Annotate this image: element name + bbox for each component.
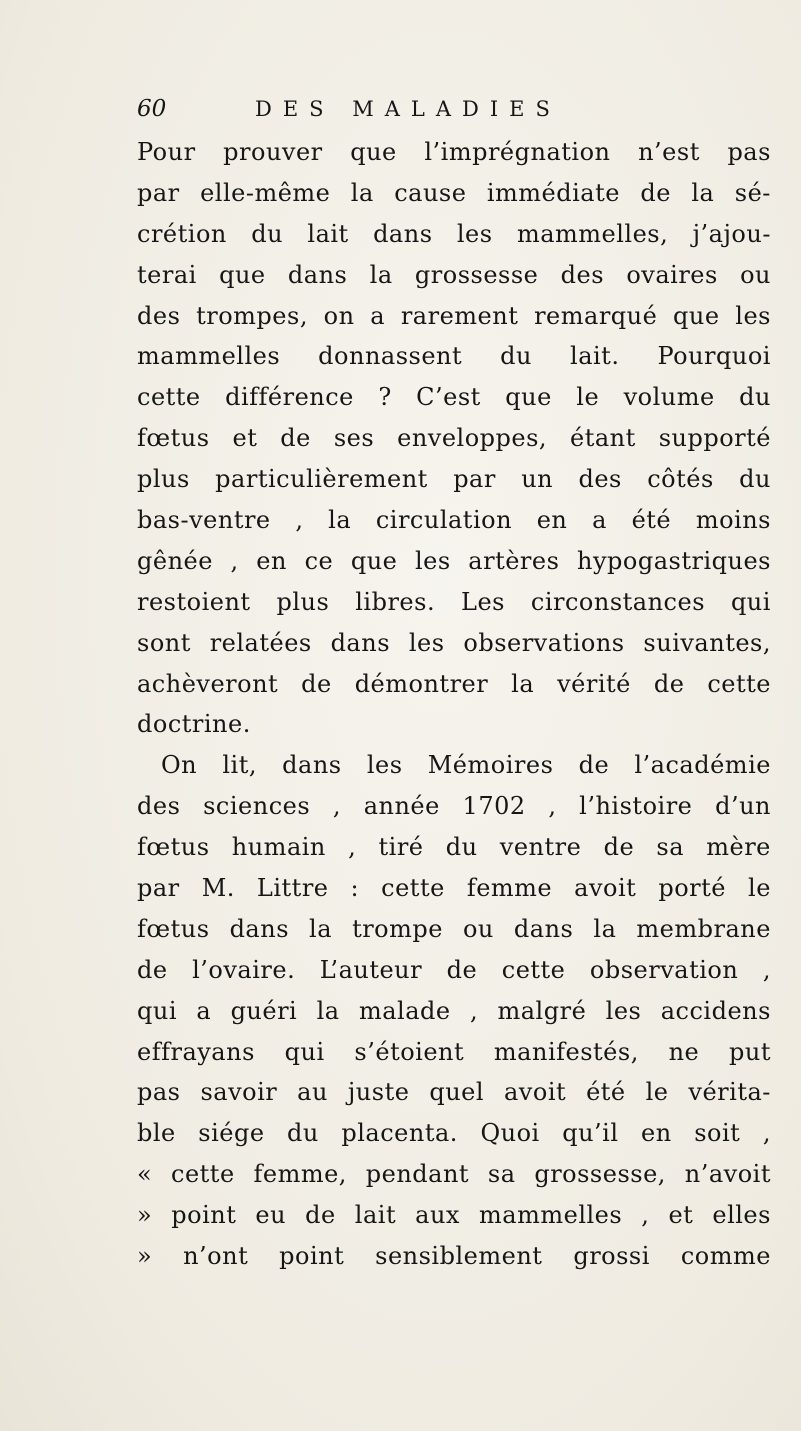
word: la (691, 178, 715, 207)
word: observations (463, 628, 625, 657)
word: ses (333, 424, 375, 453)
word: ovaires (626, 260, 718, 289)
body-text (137, 132, 771, 1277)
word: de (640, 178, 671, 207)
word: , (469, 996, 479, 1025)
word: circonstances (530, 587, 706, 616)
text-line (137, 296, 771, 337)
word: cette (171, 1160, 235, 1189)
word: , (230, 546, 239, 575)
word: la (350, 178, 374, 207)
word: manifestés, (493, 1037, 639, 1066)
word: » (137, 1242, 153, 1271)
word: mammelles, (516, 219, 669, 248)
text-line (137, 1154, 771, 1195)
word: lait. (570, 342, 620, 371)
word: observation (589, 955, 739, 984)
text-line (137, 336, 771, 377)
word: l’histoire (579, 792, 693, 821)
word: a (370, 301, 386, 330)
word: du (500, 342, 532, 371)
word: avoit (574, 874, 637, 903)
word: le (576, 383, 600, 412)
word: ce (304, 546, 334, 575)
word: mère (706, 833, 771, 862)
word: L’auteur (319, 955, 423, 984)
word: : (350, 874, 360, 903)
text-line (137, 623, 771, 664)
word: qui (284, 1037, 325, 1066)
word: que (350, 546, 398, 575)
word: dans (513, 914, 574, 943)
word: n’est (638, 138, 700, 166)
word: point (171, 1201, 237, 1230)
word: des (137, 792, 181, 821)
text-line (137, 745, 771, 786)
word: , (762, 955, 771, 984)
word: les (366, 751, 403, 780)
word: lait (354, 1201, 397, 1230)
word: rarement (400, 301, 519, 330)
word: restoient (137, 587, 251, 616)
word: dans (229, 914, 290, 943)
word: donnassent (318, 342, 463, 371)
word: ? (378, 383, 392, 412)
word: fœtus (137, 914, 210, 943)
word: de (301, 669, 332, 698)
word: plus (137, 465, 190, 494)
text-line (137, 1072, 771, 1113)
text-line (137, 500, 771, 541)
word: que (219, 260, 266, 289)
word: dans (373, 219, 433, 248)
word: artères (468, 546, 560, 575)
word: et (668, 1201, 694, 1230)
word: de (305, 1201, 336, 1230)
word: sé- (734, 178, 771, 207)
word: , (548, 792, 557, 821)
word: libres. (355, 587, 436, 616)
word: put (729, 1037, 771, 1066)
text-line (137, 132, 771, 173)
text-line (137, 827, 771, 868)
word: l’académie (634, 751, 771, 780)
word: a (592, 506, 607, 535)
word: de (280, 424, 311, 453)
text-line (137, 1113, 771, 1154)
word: « (137, 1160, 153, 1189)
word: humain (231, 833, 326, 862)
word: ventre (499, 833, 582, 862)
word: d’un (715, 792, 771, 821)
word: les (408, 628, 445, 657)
text-line (137, 950, 771, 991)
word: les (456, 219, 493, 248)
word: dans (330, 628, 391, 657)
word: du (739, 383, 771, 412)
word: suivantes, (643, 628, 771, 657)
word: On (161, 751, 198, 780)
word: pendant (365, 1160, 470, 1189)
word: en (256, 546, 287, 575)
word: C’est (416, 383, 481, 412)
word: accidens (660, 996, 771, 1025)
word: le (645, 1078, 669, 1107)
word: hypogastriques (577, 546, 771, 575)
word: ou (740, 260, 771, 289)
word: du (445, 833, 478, 862)
word: pas (137, 1078, 181, 1107)
word: que (673, 301, 720, 330)
word: sont (137, 628, 191, 657)
word: terai (137, 260, 197, 289)
word: crétion (137, 219, 227, 248)
word: de (446, 955, 478, 984)
word: dans (282, 751, 342, 780)
word: du (251, 219, 284, 248)
text-line (137, 1032, 771, 1073)
word: supporté (658, 424, 771, 453)
word: quel (429, 1078, 485, 1107)
word: moins (695, 506, 771, 535)
word: tiré (378, 833, 424, 862)
word: vérité (557, 669, 631, 698)
text-line (137, 214, 771, 255)
word: malade (358, 996, 451, 1025)
word: gênée (137, 546, 213, 575)
word: doctrine. (137, 710, 251, 739)
word: vérita- (688, 1078, 771, 1107)
word: trompe (352, 914, 443, 943)
word: porté (658, 874, 726, 903)
word: eu (255, 1201, 287, 1230)
word: Quoi (480, 1119, 540, 1148)
word: comme (680, 1242, 771, 1271)
word: Pour (137, 138, 196, 166)
word: mammelles (137, 342, 281, 371)
word: , (295, 506, 304, 535)
word: sa (656, 833, 685, 862)
word: cette (707, 669, 771, 698)
word: guéri (230, 996, 298, 1025)
word: lait (307, 219, 349, 248)
word: bas-ventre (137, 506, 271, 535)
word: mammelles (479, 1201, 623, 1230)
text-line (137, 664, 771, 705)
word: n’ont (183, 1242, 249, 1271)
running-head (137, 92, 771, 126)
word: juste (347, 1078, 410, 1107)
word: de (578, 751, 610, 780)
text-line (137, 909, 771, 950)
word: sciences (203, 792, 311, 821)
word: des (560, 260, 605, 289)
word: la (593, 914, 617, 943)
word: sa (487, 1160, 516, 1189)
word: été (586, 1078, 626, 1107)
word: différence (225, 383, 354, 412)
text-line (137, 459, 771, 500)
word: Mémoires (427, 751, 554, 780)
word: immédiate (486, 178, 620, 207)
word: la (316, 996, 340, 1025)
word: effrayans (137, 1037, 255, 1066)
word: la (328, 506, 352, 535)
word: les (735, 301, 771, 330)
word: elles (712, 1201, 771, 1230)
word: par (137, 874, 180, 903)
word: que (350, 138, 397, 166)
word: particulièrement (215, 465, 428, 494)
word: prouver (223, 138, 323, 166)
word: que (505, 383, 552, 412)
word: pas (727, 138, 771, 166)
word: et (232, 424, 258, 453)
word: les (414, 546, 451, 575)
word: par (453, 465, 496, 494)
word: malgré (497, 996, 587, 1025)
word: siége (198, 1119, 265, 1148)
word: en (536, 506, 568, 535)
word: point (279, 1242, 345, 1271)
word: en (641, 1119, 672, 1148)
word: enveloppes, (397, 424, 548, 453)
word: des (137, 301, 181, 330)
word: volume (623, 383, 715, 412)
page-number: 60 (137, 96, 167, 122)
text-line (137, 786, 771, 827)
word: avoit (504, 1078, 567, 1107)
word: qui (137, 996, 177, 1025)
text-line (137, 582, 771, 623)
text-line (137, 541, 771, 582)
word: j’ajou- (692, 219, 771, 248)
word: , (641, 1201, 650, 1230)
word: ne (668, 1037, 700, 1066)
word: » (137, 1201, 153, 1230)
word: relatées (209, 628, 312, 657)
word: M. (201, 874, 235, 903)
word: dans (287, 260, 348, 289)
text-line (137, 255, 771, 296)
word: été (631, 506, 672, 535)
word: savoir (200, 1078, 278, 1107)
word: trompes, (196, 301, 308, 330)
text-line (137, 377, 771, 418)
word: côtés (647, 465, 714, 494)
word: s’étoient (354, 1037, 465, 1066)
word: fœtus (137, 833, 210, 862)
word: soit (694, 1119, 741, 1148)
word: elle-même (200, 178, 331, 207)
word: la (369, 260, 393, 289)
word: , (762, 1119, 771, 1148)
word: démontrer (354, 669, 489, 698)
word: achèveront (137, 669, 279, 698)
word: par (137, 178, 180, 207)
word: , (332, 792, 341, 821)
word: qu’il (562, 1119, 619, 1148)
word: plus (276, 587, 330, 616)
word: membrane (636, 914, 771, 943)
word: l’imprégnation (424, 138, 611, 166)
word: 1702 (462, 792, 526, 821)
word: la (309, 914, 333, 943)
word: n’avoit (684, 1160, 771, 1189)
word: grossi (573, 1242, 650, 1271)
word: , (348, 833, 357, 862)
word: Les (461, 587, 505, 616)
word: cette (501, 955, 566, 984)
word: femme (466, 874, 553, 903)
word: étant (570, 424, 636, 453)
word: du (287, 1119, 319, 1148)
word: de (137, 955, 168, 984)
word: placenta. (341, 1119, 458, 1148)
word: lit, (222, 751, 257, 780)
word: au (297, 1078, 328, 1107)
word: sensiblement (375, 1242, 543, 1271)
word: du (739, 465, 771, 494)
text-line (137, 418, 771, 459)
text-line (137, 1236, 771, 1277)
word: circulation (375, 506, 513, 535)
running-title: DES MALADIES (255, 97, 561, 121)
word: on (323, 301, 355, 330)
text-line (137, 991, 771, 1032)
word: de (653, 669, 685, 698)
text-line (137, 704, 771, 745)
word: le (748, 874, 771, 903)
word: grossesse (414, 260, 539, 289)
word: de (603, 833, 635, 862)
word: les (605, 996, 642, 1025)
word: cette (137, 383, 201, 412)
word: l’ovaire. (192, 955, 296, 984)
word: grossesse, (534, 1160, 666, 1189)
word: fœtus (137, 424, 210, 453)
word: femme, (253, 1160, 347, 1189)
word: qui (730, 587, 771, 616)
word: remarqué (534, 301, 658, 330)
word: ble (137, 1119, 176, 1148)
word: Littre (256, 874, 329, 903)
word: un (521, 465, 554, 494)
text-line (137, 1195, 771, 1236)
word: Pourquoi (657, 342, 771, 371)
word: cause (394, 178, 467, 207)
word: aux (415, 1201, 460, 1230)
text-line (137, 868, 771, 909)
word: année (363, 792, 440, 821)
text-line (137, 173, 771, 214)
word: la (511, 669, 535, 698)
word: ou (462, 914, 494, 943)
word: a (196, 996, 212, 1025)
word: cette (381, 874, 445, 903)
word: des (578, 465, 622, 494)
